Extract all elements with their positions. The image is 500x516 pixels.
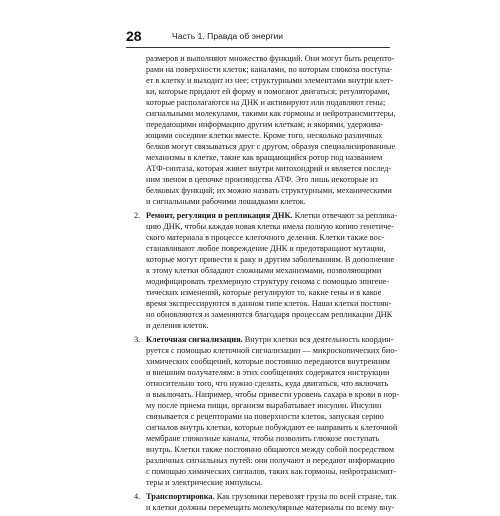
text-line: механизмы в клетке, такие как вращающийся ротор под названием	[146, 153, 383, 162]
text-line: ним звеном в цепочке производства АТФ. Это лишь некоторые из	[146, 175, 378, 184]
text-line: сигналов внутрь клетки, которые побуждают ее направить к клеточной	[146, 423, 398, 432]
running-head: Часть 1. Правда об энергии	[172, 31, 284, 41]
item-first-line-text: Клетки отвечают за реплика-	[292, 211, 398, 220]
text-line: руется с помощью клеточной сигнализации — микроскопических био-	[146, 346, 398, 355]
header-rule	[126, 47, 390, 48]
item-first-line	[146, 210, 398, 221]
text-line: ет в клетку и выходит из нее; структурными элементами внутри клет-	[146, 76, 394, 85]
list-item-transport	[126, 491, 397, 513]
text-line: модифицировать трехмерную структуру генома с помощью эпигене-	[146, 277, 390, 286]
text-line: тических изменений, которые регулируют то, какие гены и в какое	[146, 288, 382, 297]
text-line: станавливают любое повреждение ДНК и предотвращают мутации,	[146, 244, 386, 253]
text-line: сигнальными молекулами, такими как гормоны и нейротрансмиттеры,	[146, 109, 396, 118]
item-title: Транспортировка.	[146, 492, 215, 501]
text-line: которые могут привести к раку и другим заболеваниям. В дополнение	[146, 255, 395, 264]
text-line: и деления клеток.	[146, 321, 209, 330]
text-line: белковых функций; их можно назвать структурными, механическими	[146, 186, 392, 195]
text-line: АТФ-синтаза, которая живет внутри митохондрий и является послед-	[146, 164, 392, 173]
text-line: размеров и выполняют множество функций. Они могут быть рецепто-	[146, 54, 395, 63]
text-line: рами на поверхности клеток; каналами, по которым глюкоза поступа-	[146, 65, 393, 74]
text-line: ского материала в процессе клеточного деления. Клетки также вос-	[146, 233, 385, 242]
text-line: и клетки должны перемещать молекулярные материалы по всему вну-	[146, 503, 395, 512]
text-line: цию ДНК, чтобы каждая новая клетка имела полную копию генетиче-	[146, 222, 394, 231]
list-item-dna-repair	[126, 210, 398, 331]
text-line: и выключать. Например, чтобы привести уровень сахара в крови в нор-	[146, 390, 400, 399]
item-number: 3.	[134, 335, 141, 344]
item-title: Ремонт, регуляция и репликация ДНК.	[146, 211, 293, 220]
text-line: которые располагаются на ДНК и активируют или подавляют гены;	[146, 98, 386, 107]
text-line: белков могут связываться друг с другом, образуя специализированные	[146, 142, 396, 151]
text-line: но обновляются и заменяются благодаря процессам репликации ДНК	[146, 310, 393, 319]
text-line: с помощью химических сигналов, таких как гормоны, нейротрансмит-	[146, 467, 397, 476]
list-item-cell-signaling	[126, 334, 400, 488]
page-body	[126, 53, 400, 516]
item-title: Клеточная сигнализация.	[146, 335, 243, 344]
text-line: химических сообщений, которые постоянно передаются внутренним	[146, 357, 390, 366]
item-first-line	[146, 334, 394, 345]
page-number: 28	[126, 28, 142, 44]
text-line: время экспрессируются в данном типе клеток. Наши клетки постоян-	[146, 299, 392, 308]
item-first-line-text: Внутри клетки вся деятельность координ-	[242, 335, 394, 344]
text-line: различных сигнальных путей: они получают и передают информацию	[146, 456, 395, 465]
text-line: к этому клетки обладают сложными механизмами, позволяющими	[146, 266, 382, 275]
text-line: внутрь. Клетки также постоянно общаются между собой посредством	[146, 445, 395, 454]
item-number: 2.	[134, 211, 141, 220]
text-line: передающими информацию другим клеткам; и якорями, удержива-	[146, 120, 384, 129]
text-line: мембране глюкозные каналы, чтобы позволить глюкозе поступать	[146, 434, 380, 443]
text-line: относительно того, что нужно сделать, куда двигаться, что включать	[146, 379, 389, 388]
text-line: теры и электрические импульсы.	[146, 478, 263, 487]
text-line: и внешним получателям: в этих сообщениях содержатся инструкции	[146, 368, 390, 377]
text-line: связывается с рецепторами на поверхности клеток, запуская серию	[146, 412, 384, 421]
item-first-line-text: Как грузовики перевозят грузы по всей стране, так	[214, 492, 397, 501]
text-line: и сигнальными рабочими лошадками клеток.	[146, 197, 306, 206]
page-header	[126, 28, 390, 44]
text-line: ки, которые придают ей форму и помогают двигаться; регуляторами,	[146, 87, 390, 96]
continuation-paragraph	[126, 53, 396, 207]
text-line: ющими соседние клетки вместе. Кроме того, несколько различных	[146, 131, 383, 140]
item-number: 4.	[134, 492, 141, 501]
item-first-line	[146, 491, 397, 502]
text-line: му после приема пищи, организм вырабатывает инсулин. Инсулин	[146, 401, 382, 410]
